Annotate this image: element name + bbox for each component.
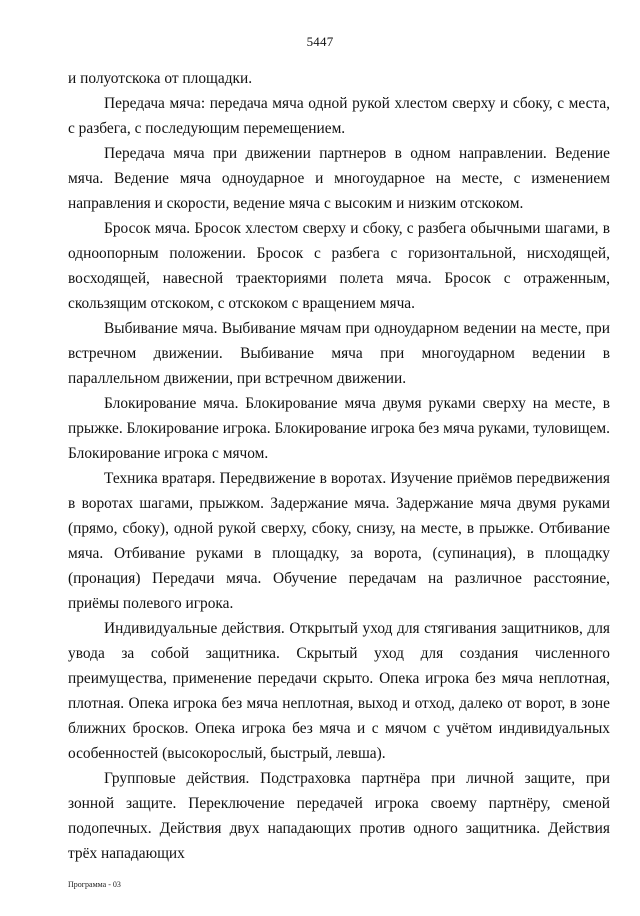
paragraph: Выбивание мяча. Выбивание мячам при одноударном ведении на месте, при встречном движении. Выбивание мяча при многоударном ведении в параллельном движении, при встречном движении. [68,320,610,387]
paragraph: Групповые действия. Подстраховка партнёра при личной защите, при зонной защите. Переключение передачей игрока своему партнёру, сменой подопечных. Действия двух нападающих против одного защитника. Действия трёх нападающих [68,770,610,862]
page-number: 5447 [306,34,334,49]
paragraph: Передача мяча при движении партнеров в одном направлении. Ведение мяча. Ведение мяча одноударное и многоударное на месте, с изменением направления и скорости, ведение мяча с высоким и низким отскоком. [68,145,610,212]
paragraph: Передача мяча: передача мяча одной рукой хлестом сверху и сбоку, с места, с разбега, с последующим перемещением. [68,95,610,137]
body-text [68,66,610,866]
paragraph: Индивидуальные действия. Открытый уход для стягивания защитников, для увода за собой защитника. Скрытый уход для создания численного преимущества, применение передачи скрыто. Опека игрока без мяча неплотная, плотная. Опека игрока без мяча неплотная, выход и отход, далеко от ворот, в зоне ближних бросков. Опека игрока без мяча и с мячом с учётом индивидуальных особенностей (высокорослый, быстрый, левша). [68,620,610,762]
paragraph: и полуотскока от площадки. [68,70,253,87]
footer-program-label: Программа - 03 [68,880,121,889]
paragraph: Бросок мяча. Бросок хлестом сверху и сбоку, с разбега обычными шагами, в одноопорным положении. Бросок с разбега с горизонтальной, нисходящей, восходящей, навесной траекториями полета мяча. Бросок с отраженным, скользящим отскоком, с отскоком с вращением мяча. [68,220,610,312]
paragraph: Техника вратаря. Передвижение в воротах. Изучение приёмов передвижения в воротах шагами, прыжком. Задержание мяча. Задержание мяча двумя руками (прямо, сбоку), одной рукой сверху, сбоку, снизу, на месте, в прыжке. Отбивание мяча. Отбивание руками в площадку, за ворота, (супинация), в площадку (пронация) Передачи мяча. Обучение передачам на различное расстояние, приёмы полевого игрока. [68,470,610,612]
paragraph: Блокирование мяча. Блокирование мяча двумя руками сверху на месте, в прыжке. Блокирование игрока. Блокирование игрока без мяча руками, туловищем. Блокирование игрока с мячом. [68,395,610,462]
